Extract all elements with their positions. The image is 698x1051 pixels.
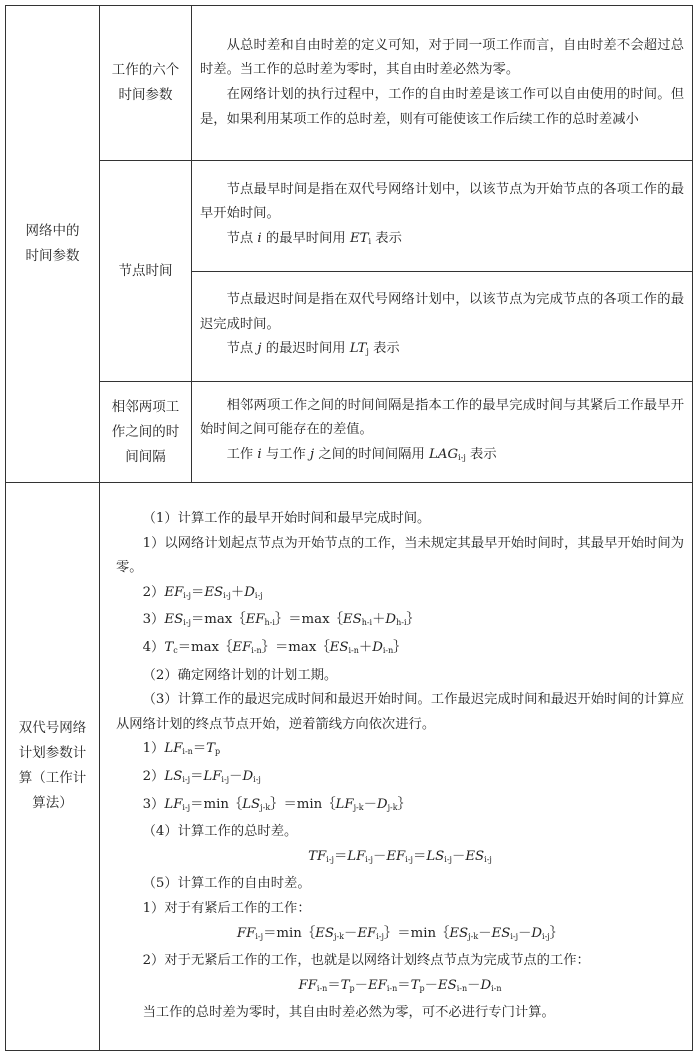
formula-line: $TF_{i-j}=LF_{i-j}-EF_{i-j}=LS_{i-j}-ES_{i-j}$ <box>308 848 492 864</box>
category-label: 双代号网络计划参数计算（工作计算法） <box>18 720 87 812</box>
subcategory-cell <box>100 382 192 483</box>
paragraph: 相邻两项工作之间的时间间隔是指本工作的最早完成时间与其紧后工作最早开始时间之间可能存在的差值。 <box>200 397 684 438</box>
paragraph: 节点最迟时间是指在双代号网络计划中，以该节点为完成节点的各项工作的最迟完成时间。 <box>200 292 684 332</box>
formula-line: $2)LS_{i-j}=LF_{i-j}-D_{i-j}$ <box>142 768 261 784</box>
formula-line: $FF_{i-n}=T_p-EF_{i-n}=T_p-ES_{i-n}-D_{i-n}$ <box>298 977 502 993</box>
step-line: 1）对于有紧后工作的工作： <box>142 900 311 916</box>
formula-line: $3)ES_{i-j}=\max\{EF_{h-i}\}=\max\{ES_{h-i}+D_{h-i}\}$ <box>142 612 420 628</box>
step-line: （2）确定网络计划的计划工期。 <box>142 667 338 683</box>
formula-line: $FF_{i-j}=\min\{ES_{j-k}-EF_{i-j}\}=\min\{ES_{j-k}-ES_{i-j}-D_{i-j}\}$ <box>236 925 564 941</box>
step-line: 当工作的总时差为零时，其自由时差必然为零，可不必进行专门计算。 <box>142 1005 555 1021</box>
content-cell <box>192 161 693 272</box>
category-cell <box>6 6 100 483</box>
formula-line: $3)LF_{i-j}=\min\{LS_{j-k}\}=\min\{LF_{j-k}-D_{j-k}\}$ <box>142 796 411 812</box>
formula-line: $2)EF_{i-j}=ES_{i-j}+D_{i-j}$ <box>142 584 263 600</box>
paragraph: 节点最早时间是指在双代号网络计划中，以该节点为开始节点的各项工作的最早开始时间。 <box>200 181 684 222</box>
paragraph: 在网络计划的执行过程中，工作的自由时差是该工作可以自由使用的时间。但是，如果利用某项工作的总时差，则有可能使该工作后续工作的总时差减小 <box>200 87 684 127</box>
table-row <box>6 382 693 483</box>
step-line: （3）计算工作的最迟完成时间和最迟开始时间。工作最迟完成时间和最迟开始时间的计算应从网络计划的终点节点开始，逆着箭线方向依次进行。 <box>116 692 684 732</box>
formula-line: $4)T_c=\max\{EF_{i-n}\}=\max\{ES_{i-n}+D_{i-n}\}$ <box>142 639 407 655</box>
subcategory-label: 工作的六个时间参数 <box>111 62 180 103</box>
formula-line: $1)LF_{i-n}=T_p$ <box>142 741 221 757</box>
step-line: 1）以网络计划起点节点为开始节点的工作，当未规定其最早开始时间时，其最早开始时间为零。 <box>116 535 684 576</box>
subcategory-cell <box>100 161 192 382</box>
formula-line: 工作 i 与工作 j 之间的时间间隔用 $LAG_{i-j}$ 表示 <box>226 446 497 462</box>
subcategory-label: 节点时间 <box>118 262 173 279</box>
content-cell <box>192 6 693 161</box>
category-label: 网络中的时间参数 <box>25 223 80 264</box>
subcategory-label: 相邻两项工作之间的时间间隔 <box>111 398 180 465</box>
step-line: （4）计算工作的总时差。 <box>142 824 298 840</box>
step-line: （5）计算工作的自由时差。 <box>142 876 311 892</box>
table-row <box>6 483 693 1051</box>
content-cell <box>192 382 693 483</box>
paragraph: 从总时差和自由时差的定义可知，对于同一项工作而言，自由时差不会超过总时差。当工作的总时差为零时，其自由时差必然为零。 <box>200 37 684 78</box>
table-row <box>6 6 693 161</box>
formula-line: 节点 i 的最早时间用 $ET_i$ 表示 <box>226 230 402 246</box>
time-parameter-table <box>5 5 693 1051</box>
content-cell <box>192 272 693 382</box>
subcategory-cell <box>100 6 192 161</box>
step-line: （1）计算工作的最早开始时间和最早完成时间。 <box>142 511 431 526</box>
content-cell <box>100 483 693 1051</box>
table-row <box>6 161 693 272</box>
formula-line: 节点 j 的最迟时间用 $LT_j$ 表示 <box>226 341 400 357</box>
category-cell <box>6 483 100 1051</box>
step-line: 2）对于无紧后工作的工作，也就是以网络计划终点节点为完成节点的工作： <box>142 953 590 969</box>
